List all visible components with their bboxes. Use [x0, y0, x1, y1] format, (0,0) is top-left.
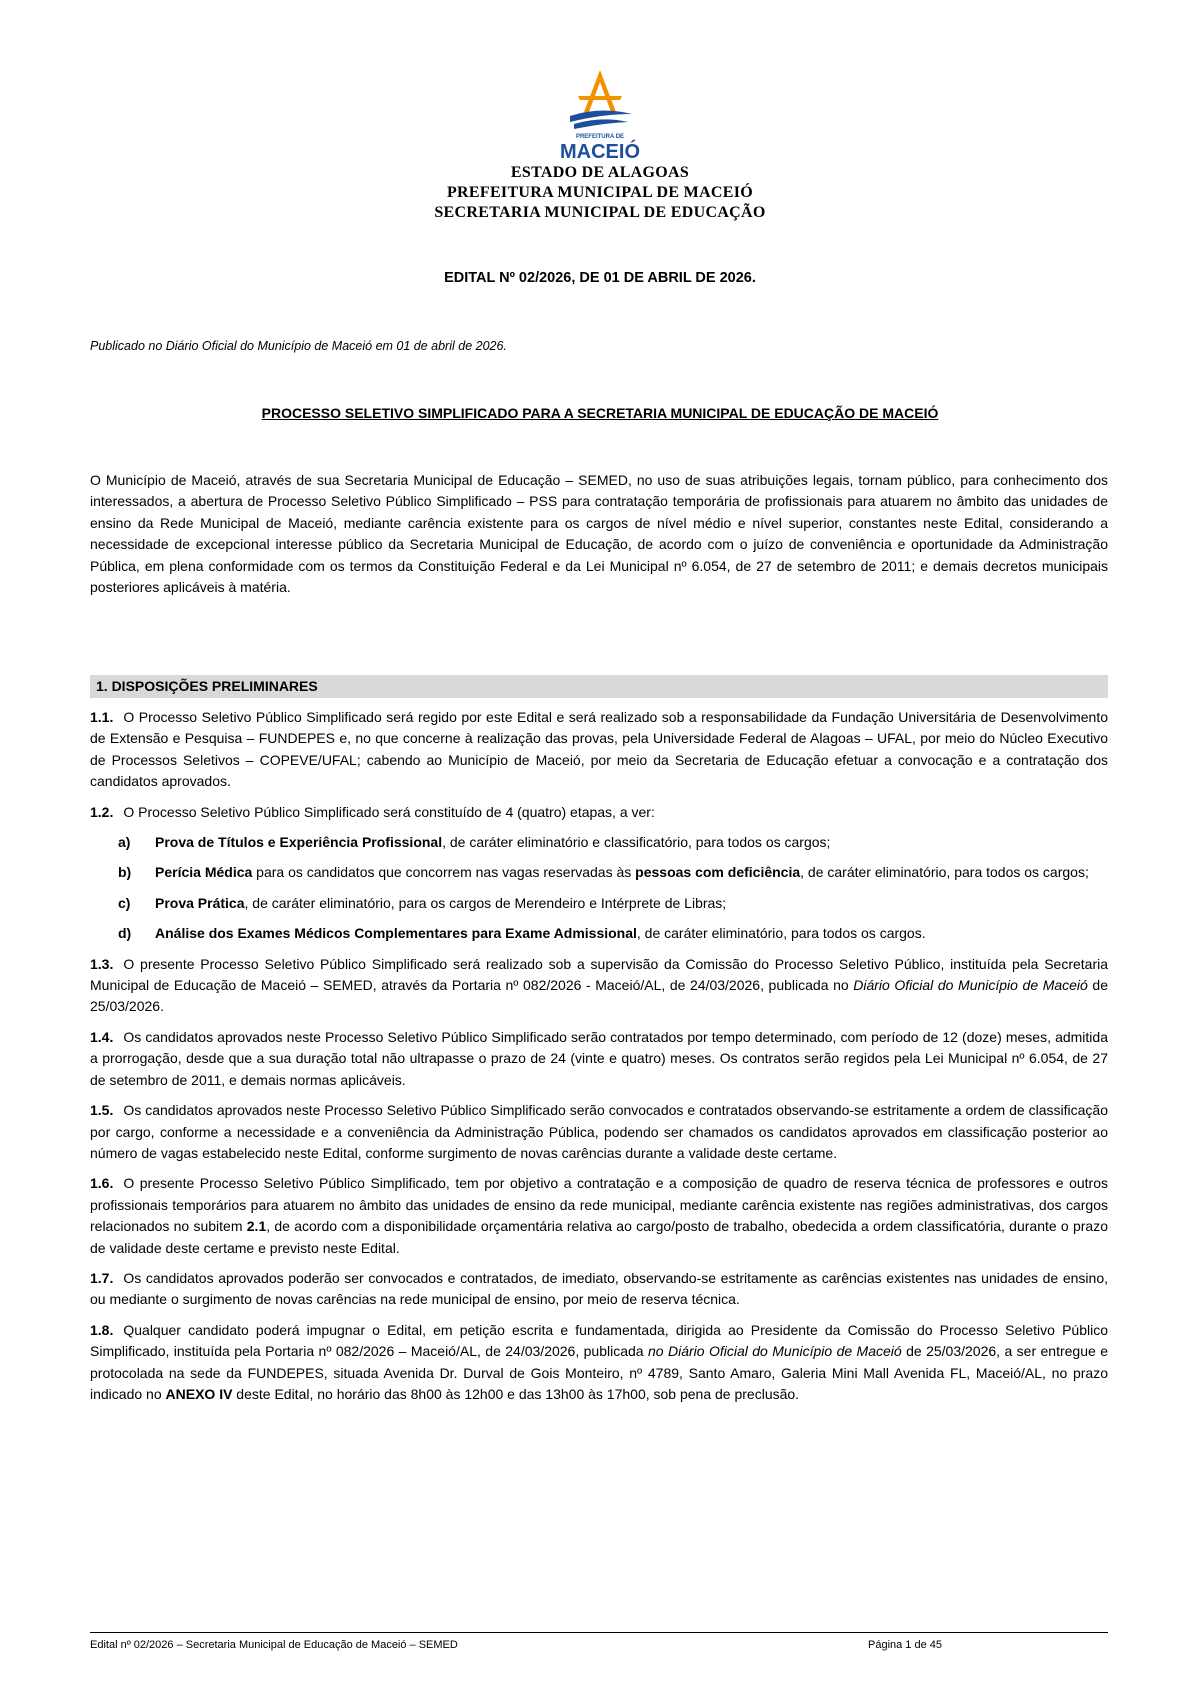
footer-document-ref: Edital nº 02/2026 – Secretaria Municipal de Educação de Maceió – SEMED	[90, 1639, 458, 1651]
list-letter: b)	[118, 864, 132, 881]
clause-number: 1.1.	[90, 709, 114, 725]
list-text: para os candidatos que concorrem nas vagas reservadas às	[252, 864, 636, 881]
clause-text: deste Edital, no horário das 8h00 às 12h00 e das 13h00 às 17h00, sob pena de preclusão.	[232, 1385, 800, 1402]
clause-number: 1.4.	[90, 1028, 114, 1045]
clause-text: , de acordo com a disponibilidade orçamentária relativa ao cargo/posto de trabalho, obedecida a ordem classificatória, durante o prazo de validade deste certame e previsto neste Edital.	[90, 1218, 1108, 1256]
header-prefecture: PREFEITURA MUNICIPAL DE MACEIÓ	[446, 184, 754, 201]
clause-number: 1.3.	[90, 955, 114, 972]
clause-1-2	[90, 802, 1108, 823]
maceio-logo-icon	[548, 66, 652, 162]
clause-italic-text: no Diário Oficial do Município de Maceió	[648, 1343, 902, 1360]
list-item-d	[90, 923, 1108, 944]
list-bold-text: Prova de Títulos e Experiência Profissional	[155, 834, 443, 851]
list-bold-text: Prova Prática	[155, 894, 245, 911]
clause-1-4	[90, 1027, 1108, 1091]
clause-text: O Processo Seletivo Público Simplificado será constituído de 4 (quatro) etapas, a ver:	[123, 803, 655, 820]
clause-number: 1.6.	[90, 1175, 114, 1192]
footer-divider	[90, 1632, 1108, 1633]
list-item-b	[90, 862, 1108, 883]
clause-number: 1.7.	[90, 1269, 114, 1286]
list-item-c	[90, 893, 1108, 914]
logo-wordmark: MACEIÓ	[560, 141, 640, 162]
header-state: ESTADO DE ALAGOAS	[510, 164, 690, 181]
clause-text: Os candidatos aprovados neste Processo Seletivo Público Simplificado serão convocados e contratados observando-se estritamente a ordem de classificação por cargo, conforme a necessidade e a conveniência da Administração Pública, podendo ser chamados os candidatos aprovados em classificação posterior ao número de vagas estabelecido neste Edital, conforme surgimento de novas carências durante a validade deste certame.	[90, 1102, 1108, 1161]
clause-number: 1.5.	[90, 1102, 114, 1119]
list-text: , de caráter eliminatório e classificatório, para todos os cargos;	[442, 834, 831, 851]
list-text: , de caráter eliminatório, para todos os cargos.	[636, 925, 926, 942]
list-letter: a)	[118, 834, 131, 851]
intro-paragraph: O Município de Maceió, através de sua Secretaria Municipal de Educação – SEMED, no uso de suas atribuições legais, tornam público, para conhecimento dos interessados, a abertura de Processo Seletivo Público Simplificado – PSS para contratação temporária de profissionais para atuarem no âmbito das unidades de ensino da Rede Municipal de Maceió, mediante carência existente para os cargos de nível médio e nível superior, constantes neste Edital, considerando a necessidade de excepcional interesse público da Secretaria Municipal de Educação, de acordo com o juízo de conveniência e oportunidade da Administração Pública, em plena conformidade com os termos da Constituição Federal e da Lei Municipal nº 6.054, de 27 de setembro de 2011; e demais decretos municipais posteriores aplicáveis à matéria.	[90, 472, 1108, 596]
header-secretariat: SECRETARIA MUNICIPAL DE EDUCAÇÃO	[434, 204, 766, 221]
maceio-logo	[548, 66, 652, 162]
clause-1-5	[90, 1100, 1108, 1164]
clause-text: Os candidatos aprovados neste Processo Seletivo Público Simplificado serão contratados por tempo determinado, com período de 12 (doze) meses, admitida a prorrogação, desde que a sua duração total não ultrapasse o prazo de 24 (vinte e quatro) meses. Os contratos serão regidos pela Lei Municipal nº 6.054, de 27 de setembro de 2011, e demais normas aplicáveis.	[90, 1028, 1108, 1088]
clause-number: 1.2.	[90, 803, 114, 820]
footer-page-number: Página 1 de 45	[868, 1639, 943, 1651]
list-bold-text: pessoas com deficiência	[635, 864, 801, 881]
clause-1-8	[90, 1320, 1108, 1406]
list-bold-text: Perícia Médica	[155, 864, 253, 881]
list-letter: d)	[118, 925, 132, 942]
clause-bold-text: 2.1	[246, 1218, 267, 1235]
list-text: , de caráter eliminatório, para os cargos de Merendeiro e Intérprete de Libras;	[244, 894, 727, 911]
document-header	[0, 163, 1200, 223]
clause-1-1	[90, 707, 1108, 793]
clause-text: O presente Processo Seletivo Público Simplificado será realizado sob a supervisão da Comissão do Processo Seletivo Público, instituída pela Secretaria Municipal de Educação de Maceió – SEMED, através da Portaria nº 082/2026 - Maceió/AL, de 24/03/2026, publicada no	[90, 955, 1108, 994]
publication-note: Publicado no Diário Oficial do Município de Maceió em 01 de abril de 2026.	[90, 339, 507, 353]
clause-bold-text: ANEXO IV	[165, 1385, 233, 1402]
list-bold-text: Análise dos Exames Médicos Complementares para Exame Admissional	[155, 925, 637, 942]
list-item-a	[90, 832, 1108, 853]
clause-text: Qualquer candidato poderá impugnar o Edital, em petição escrita e fundamentada, dirigida ao Presidente da Comissão do Processo Seletivo Público Simplificado, instituída pela Portaria nº 082/2026 – Maceió/AL, de 24/03/2026, publicada	[90, 1321, 1108, 1360]
clause-text: O presente Processo Seletivo Público Simplificado, tem por objetivo a contratação e a composição de quadro de reserva técnica de professores e outros profissionais temporários para atuarem no âmbito das unidades de ensino da rede municipal, mediante carência existente nas regiões administrativas, dos cargos relacionados no subitem	[90, 1175, 1108, 1235]
list-letter: c)	[118, 894, 131, 911]
clause-text: de 25/03/2026, a ser entregue e protocolada na sede da FUNDEPES, situada Avenida Dr. Durval de Gois Monteiro, nº 4789, Santo Amaro, Galeria Mini Mall Avenida FL, Maceió/AL, no prazo indicado no	[90, 1343, 1108, 1402]
clause-1-6	[90, 1173, 1108, 1259]
clause-text: O Processo Seletivo Público Simplificado será regido por este Edital e será realizado sob a responsabilidade da Fundação Universitária de Desenvolvimento de Extensão e Pesquisa – FUNDEPES e, no que concerne à realização das provas, pela Universidade Federal de Alagoas – UFAL, por meio do Núcleo Executivo de Processos Seletivos – COPEVE/UFAL; cabendo ao Município de Maceió, por meio da Secretaria de Educação efetuar a convocação e a contratação dos candidatos aprovados.	[90, 709, 1108, 790]
clause-number: 1.8.	[90, 1321, 114, 1338]
logo-tagline: PREFEITURA DE	[575, 134, 625, 140]
section-title: 1. DISPOSIÇÕES PRELIMINARES	[90, 675, 1108, 698]
clause-1-7	[90, 1268, 1108, 1311]
clause-text: de 25/03/2026.	[90, 977, 1108, 1015]
section-content	[90, 707, 1108, 1414]
clause-text: Os candidatos aprovados poderão ser convocados e contratados, de imediato, observando-se estritamente as carências existentes nas unidades de ensino, ou mediante o surgimento de novas carências na rede municipal de ensino, por meio de reserva técnica.	[90, 1269, 1108, 1308]
clause-italic-text: Diário Oficial do Município de Maceió	[853, 977, 1088, 994]
clause-1-3	[90, 954, 1108, 1018]
list-text: , de caráter eliminatório, para todos os cargos;	[800, 864, 1089, 881]
process-title: PROCESSO SELETIVO SIMPLIFICADO PARA A SECRETARIA MUNICIPAL DE EDUCAÇÃO DE MACEIÓ	[261, 405, 939, 421]
edital-title: EDITAL Nº 02/2026, DE 01 DE ABRIL DE 2026.	[444, 270, 756, 286]
